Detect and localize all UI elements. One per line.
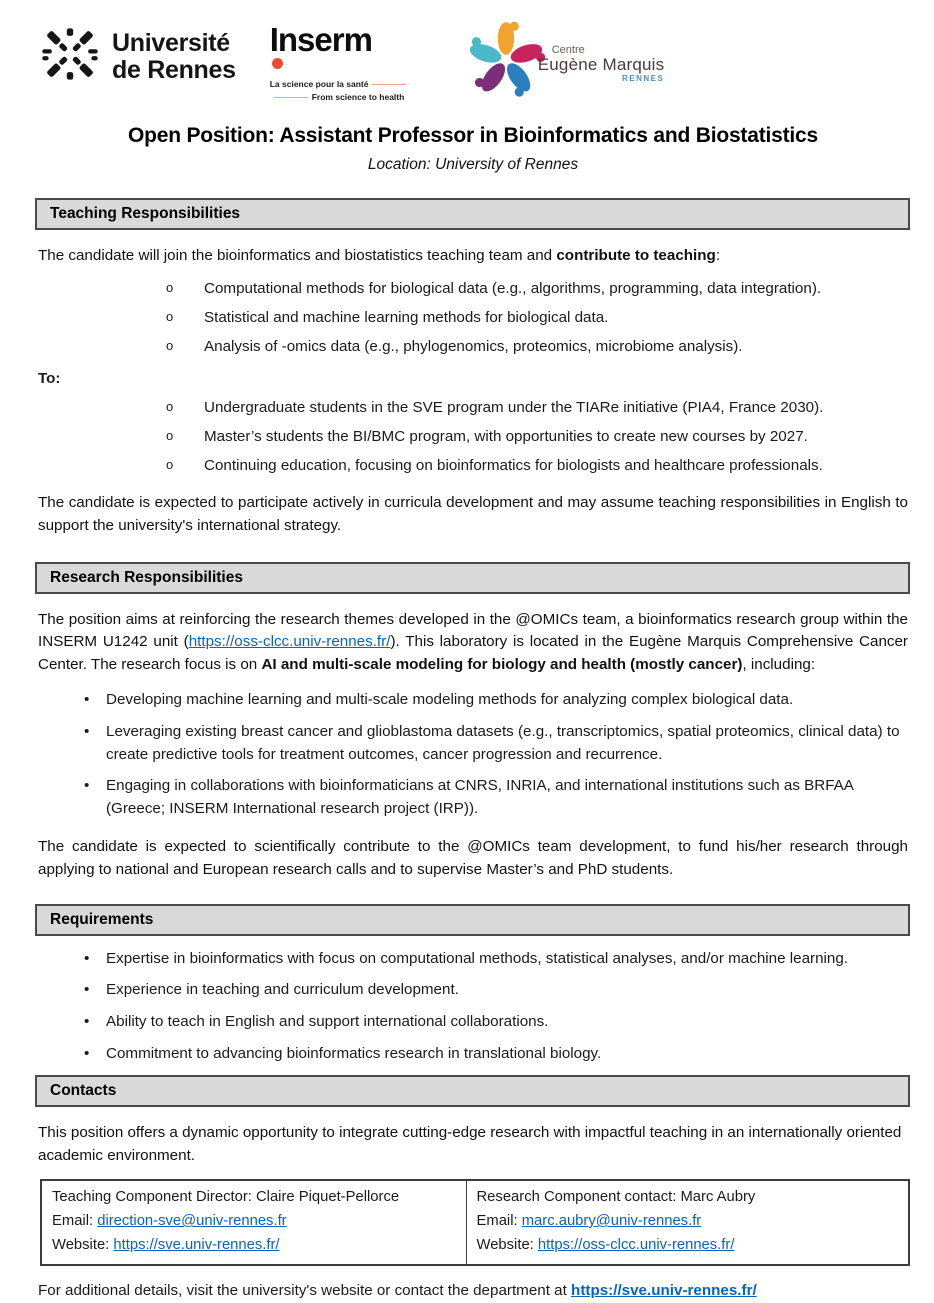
page-subtitle: Location: University of Rennes — [367, 156, 579, 173]
list-item — [38, 336, 908, 358]
section-header-teaching — [35, 198, 910, 230]
research-contact-cell — [467, 1181, 909, 1264]
list-item-text: Developing machine learning and multi-scale modeling methods for analyzing complex biological data. — [106, 690, 794, 708]
teaching-outro-paragraph: The candidate is expected to participate actively in curricula development and may assume teaching responsibilities in English to support the university's international strategy. — [38, 493, 908, 534]
teaching-intro-bold: contribute to teaching — [556, 247, 716, 264]
research-intro-text-2: ). This laboratory is located in the Eugène Marquis Comprehensive Cancer Center. The research focus is on — [38, 633, 908, 674]
universite-rennes-logo — [38, 14, 236, 91]
circle-bullet-icon — [166, 455, 204, 477]
teaching-to-label: To: — [38, 369, 61, 387]
circle-bullet-icon — [166, 397, 204, 419]
section-header-contacts — [35, 1075, 910, 1107]
list-item-text: Engaging in collaborations with bioinformaticians at CNRS, INRIA, and international institutions such as BRFAA (Greece; INSERM International research project (IRP)). — [106, 777, 854, 818]
teaching-contact-name: Teaching Component Director: Claire Piquet-Pellorce — [52, 1189, 400, 1206]
teaching-contact-cell — [42, 1181, 467, 1264]
research-contact-website-row — [477, 1234, 899, 1258]
dot-bullet-icon — [84, 689, 106, 712]
inserm-taglines — [270, 78, 420, 104]
research-activities-list — [38, 689, 908, 821]
cem-centre-label: Centre — [551, 44, 585, 56]
list-item — [38, 721, 908, 767]
dot-bullet-icon — [84, 1011, 106, 1034]
section-header-teaching-label: Teaching Responsibilities — [50, 205, 241, 222]
research-contact-name: Research Component contact: Marc Aubry — [476, 1189, 756, 1206]
list-item-text: Master’s students the BI/BMC program, with opportunities to create new courses by 2027. — [204, 427, 808, 445]
univ-rennes-line2: de Rennes — [112, 55, 236, 84]
website-label: Website: — [52, 1236, 114, 1253]
centre-eugene-marquis-logo — [460, 14, 665, 111]
page-title: Open Position: Assistant Professor in Bioinformatics and Biostatistics — [127, 124, 818, 147]
list-item — [38, 1011, 908, 1034]
email-label: Email: — [52, 1213, 98, 1229]
cem-name-label: Eugène Marquis — [537, 55, 665, 75]
list-item — [38, 455, 908, 477]
footer-note — [38, 1280, 908, 1303]
research-intro-text-3: , including: — [742, 656, 816, 674]
requirements-list — [38, 948, 908, 1066]
list-item-text: Undergraduate students in the SVE program under the TIARe initiative (PIA4, France 2030). — [204, 398, 824, 416]
list-item-text: Leveraging existing breast cancer and glioblastoma datasets (e.g., transcriptomics, spatial proteomics, clinical data) to create predictive tools for treatment outcomes, cancer progression and recurrence. — [106, 722, 900, 763]
section-header-requirements-label: Requirements — [50, 910, 154, 928]
inserm-line-decoration — [372, 84, 406, 85]
footer-department-link[interactable]: https://sve.univ-rennes.fr/ — [571, 1282, 757, 1300]
section-header-research-label: Research Responsibilities — [50, 568, 243, 586]
circle-bullet-icon — [166, 426, 204, 448]
inserm-tagline-en: From science to health — [311, 92, 405, 103]
list-item-text: Expertise in bioinformatics with focus on computational methods, statistical analyses, and/or machine learning. — [106, 949, 849, 967]
research-contact-email-row — [477, 1210, 899, 1234]
teaching-audiences-list — [38, 397, 908, 477]
circle-bullet-icon — [166, 307, 204, 329]
research-contact-website-link[interactable]: https://oss-clcc.univ-rennes.fr/ — [537, 1236, 735, 1253]
website-label: Website: — [476, 1236, 538, 1253]
email-label: Email: — [476, 1213, 522, 1229]
list-item-text: Continuing education, focusing on bioinformatics for biologists and healthcare professionals. — [204, 456, 823, 474]
list-item — [38, 397, 908, 419]
dot-bullet-icon — [84, 948, 106, 971]
footer-text: For additional details, visit the university's website or contact the department at — [38, 1282, 572, 1300]
inserm-logo — [270, 14, 420, 104]
research-contact-email-link[interactable]: marc.aubry@univ-rennes.fr — [521, 1213, 702, 1229]
univ-rennes-line1: Université — [112, 28, 230, 57]
dot-bullet-icon — [84, 721, 106, 767]
research-intro-paragraph — [38, 609, 908, 677]
teaching-topics-list — [38, 278, 908, 358]
list-item — [38, 948, 908, 971]
inserm-line-decoration — [274, 97, 308, 98]
contacts-intro-paragraph: This position offers a dynamic opportunity to integrate cutting-edge research with impactful teaching in an internationally oriented academic environment. — [38, 1123, 902, 1164]
list-item — [38, 278, 908, 300]
list-item-text: Experience in teaching and curriculum development. — [106, 981, 459, 999]
univ-rennes-starburst-icon — [38, 22, 102, 91]
teaching-contact-email-row — [52, 1210, 456, 1234]
inserm-tagline-fr: La science pour la santé — [269, 79, 369, 90]
list-item-text: Analysis of -omics data (e.g., phylogenomics, proteomics, microbiome analysis). — [204, 337, 743, 355]
section-header-requirements — [35, 904, 910, 936]
list-item — [38, 775, 908, 821]
list-item — [38, 307, 908, 329]
cem-wordmark — [538, 14, 665, 84]
research-intro-text: The position aims at reinforcing the research themes developed in the @OMICs team, a bioinformatics research group within the INSERM U1242 unit ( — [38, 610, 908, 651]
research-intro-bold: AI and multi-scale modeling for biology and health (mostly cancer) — [261, 656, 743, 674]
teaching-contact-email-link[interactable]: direction-sve@univ-rennes.fr — [97, 1213, 287, 1229]
research-outro-paragraph: The candidate is expected to scientifically contribute to the @OMICs team development, to fund his/her research through applying to national and European research calls and to supervise Master’s and PhD students. — [38, 837, 908, 878]
list-item-text: Commitment to advancing bioinformatics research in translational biology. — [106, 1044, 602, 1062]
cem-rennes-label: RENNES — [622, 73, 665, 83]
oss-clcc-link[interactable]: https://oss-clcc.univ-rennes.fr/ — [188, 633, 391, 651]
circle-bullet-icon — [166, 336, 204, 358]
teaching-intro-colon: : — [715, 247, 721, 264]
teaching-contact-website-link[interactable]: https://sve.univ-rennes.fr/ — [113, 1236, 280, 1253]
teaching-intro-paragraph — [38, 245, 908, 268]
dot-bullet-icon — [84, 979, 106, 1002]
section-header-contacts-label: Contacts — [50, 1081, 117, 1099]
list-item — [38, 1043, 908, 1066]
list-item-text: Ability to teach in English and support international collaborations. — [106, 1013, 549, 1031]
inserm-wordmark: Inserm — [269, 21, 372, 58]
header-logos — [38, 14, 908, 110]
section-header-research — [35, 562, 910, 594]
dot-bullet-icon — [84, 1043, 106, 1066]
circle-bullet-icon — [166, 278, 204, 300]
inserm-dot-icon — [272, 58, 283, 69]
list-item — [38, 979, 908, 1002]
contacts-table — [40, 1179, 910, 1266]
list-item-text: Statistical and machine learning methods for biological data. — [204, 308, 609, 326]
univ-rennes-wordmark — [112, 30, 236, 84]
list-item-text: Computational methods for biological data (e.g., algorithms, programming, data integration). — [204, 279, 822, 297]
teaching-intro-text: The candidate will join the bioinformatics and biostatistics teaching team and — [38, 247, 557, 264]
list-item — [38, 689, 908, 712]
dot-bullet-icon — [84, 775, 106, 821]
list-item — [38, 426, 908, 448]
teaching-contact-website-row — [52, 1234, 456, 1258]
